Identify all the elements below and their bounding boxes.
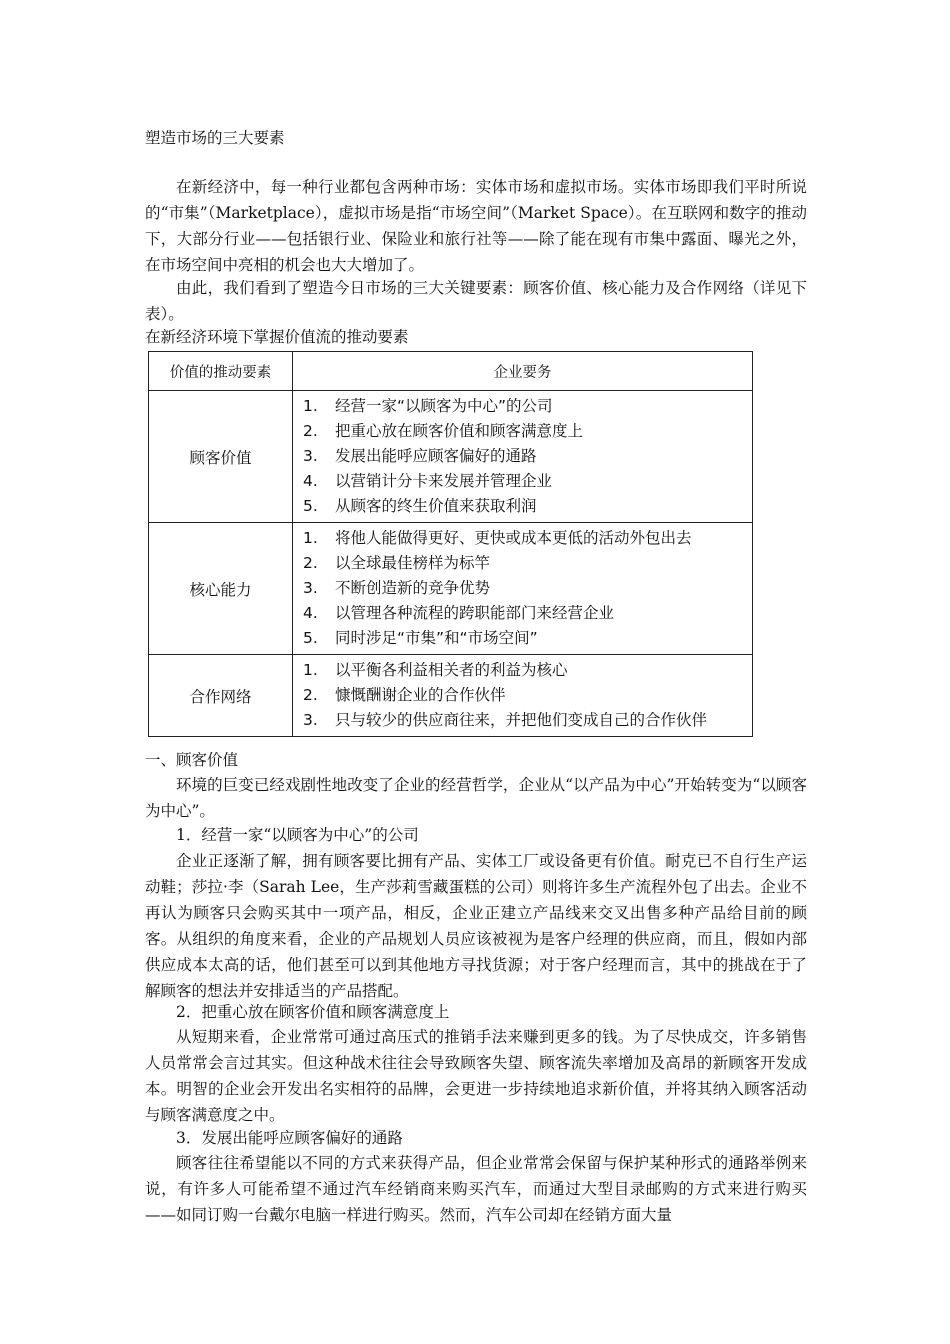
list-item [293, 394, 752, 419]
table-row [149, 391, 753, 523]
priority-list [293, 523, 752, 654]
subheading-1: 1．经营一家“以顾客为中心”的公司 [176, 826, 419, 844]
item-number: 1. [303, 397, 318, 415]
subheading-2: 2．把重心放在顾客价值和顾客满意度上 [176, 1003, 450, 1021]
item-text: 只与较少的供应商往来，并把他们变成自己的合作伙伴 [335, 711, 708, 729]
table-row [149, 655, 753, 737]
list-item [293, 658, 752, 683]
list-item [293, 419, 752, 444]
intro-paragraph-1: 在新经济中，每一种行业都包含两种市场：实体市场和虚拟市场。实体市场即我们平时所说的“市集”（Marketplace），虚拟市场是指“市场空间”（Market Space）。在互联网和数字的推动下，大部分行业——包括银行业、保险业和旅行社等——除了能在现有市集中露面、曝光之外，在市场空间中亮相的机会也大大增加了。 [145, 178, 807, 274]
value-drivers-table [148, 351, 753, 737]
list-item [293, 494, 752, 519]
item-number: 3. [303, 447, 318, 465]
item-number: 3. [303, 579, 318, 597]
table-header-row [149, 352, 753, 391]
item-text: 经营一家“以顾客为中心”的公司 [335, 397, 553, 415]
item-number: 5. [303, 497, 318, 515]
priority-list-cell [293, 655, 753, 737]
item-number: 5. [303, 629, 318, 647]
list-item [293, 526, 752, 551]
item-number: 4. [303, 472, 318, 490]
header-driver: 价值的推动要素 [149, 352, 293, 391]
item-text: 把重心放在顾客价值和顾客满意度上 [335, 422, 584, 440]
item-number: 4. [303, 604, 318, 622]
paragraph-3: 顾客往往希望能以不同的方式来获得产品，但企业常常会保留与保护某种形式的通路举例来说，有许多人可能希望不通过汽车经销商来购买汽车，而通过大型目录邮购的方式来进行购买——如同订购一台戴尔电脑一样进行购买。然而，汽车公司却在经销方面大量 [145, 1154, 807, 1224]
item-text: 以管理各种流程的跨职能部门来经营企业 [335, 604, 615, 622]
priority-list [293, 391, 752, 522]
item-text: 慷慨酬谢企业的合作伙伴 [335, 686, 506, 704]
item-number: 2. [303, 554, 318, 572]
intro-paragraph-2: 由此，我们看到了塑造今日市场的三大关键要素：顾客价值、核心能力及合作网络（详见下表）。 [145, 279, 807, 323]
row-label: 顾客价值 [149, 391, 293, 523]
document-title: 塑造市场的三大要素 [145, 129, 285, 147]
section-intro: 环境的巨变已经戏剧性地改变了企业的经营哲学，企业从“以产品为中心”开始转变为“以顾客为中心”。 [145, 776, 807, 820]
list-item [293, 469, 752, 494]
row-label: 核心能力 [149, 523, 293, 655]
section-heading: 一、顾客价值 [145, 751, 239, 769]
list-item [293, 683, 752, 708]
item-text: 不断创造新的竞争优势 [335, 579, 491, 597]
item-text: 以平衡各利益相关者的利益为核心 [335, 661, 568, 679]
item-text: 从顾客的终生价值来获取利润 [335, 497, 537, 515]
item-number: 2. [303, 422, 318, 440]
paragraph-1: 企业正逐渐了解，拥有顾客要比拥有产品、实体工厂或设备更有价值。耐克已不自行生产运动鞋；莎拉·李（Sarah Lee，生产莎莉雪藏蛋糕的公司）则将许多生产流程外包了出去。企业不再认为顾客只会购买其中一项产品，相反，企业正建立产品线来交叉出售多种产品给目前的顾客。从组织的角度来看，企业的产品规划人员应该被视为是客户经理的供应商，而且，假如内部供应成本太高的话，他们甚至可以到其他地方寻找货源；对于客户经理而言，其中的挑战在于了解顾客的想法并安排适当的产品搭配。 [145, 852, 807, 1000]
list-item [293, 551, 752, 576]
priority-list-cell [293, 523, 753, 655]
list-item [293, 626, 752, 651]
list-item [293, 444, 752, 469]
priority-list-cell [293, 391, 753, 523]
row-label: 合作网络 [149, 655, 293, 737]
item-number: 1. [303, 529, 318, 547]
item-text: 将他人能做得更好、更快或成本更低的活动外包出去 [335, 529, 692, 547]
item-text: 以全球最佳榜样为标竿 [335, 554, 491, 572]
list-item [293, 576, 752, 601]
item-text: 发展出能呼应顾客偏好的通路 [335, 447, 537, 465]
priority-list [293, 655, 752, 736]
item-text: 同时涉足“市集”和“市场空间” [335, 629, 538, 647]
list-item [293, 601, 752, 626]
item-number: 3. [303, 711, 318, 729]
list-item [293, 708, 752, 733]
item-text: 以营销计分卡来发展并管理企业 [335, 472, 553, 490]
item-number: 2. [303, 686, 318, 704]
header-priorities: 企业要务 [293, 352, 753, 391]
item-number: 1. [303, 661, 318, 679]
paragraph-2: 从短期来看，企业常常可通过高压式的推销手法来赚到更多的钱。为了尽快成交，许多销售人员常常会言过其实。但这种战术往往会导致顾客失望、顾客流失率增加及高昂的新顾客开发成本。明智的企业会开发出名实相符的品牌，会更进一步持续地追求新价值，并将其纳入顾客活动与顾客满意度之中。 [145, 1028, 807, 1124]
subheading-3: 3．发展出能呼应顾客偏好的通路 [176, 1129, 403, 1147]
table-row [149, 523, 753, 655]
table-caption: 在新经济环境下掌握价值流的推动要素 [145, 328, 409, 346]
